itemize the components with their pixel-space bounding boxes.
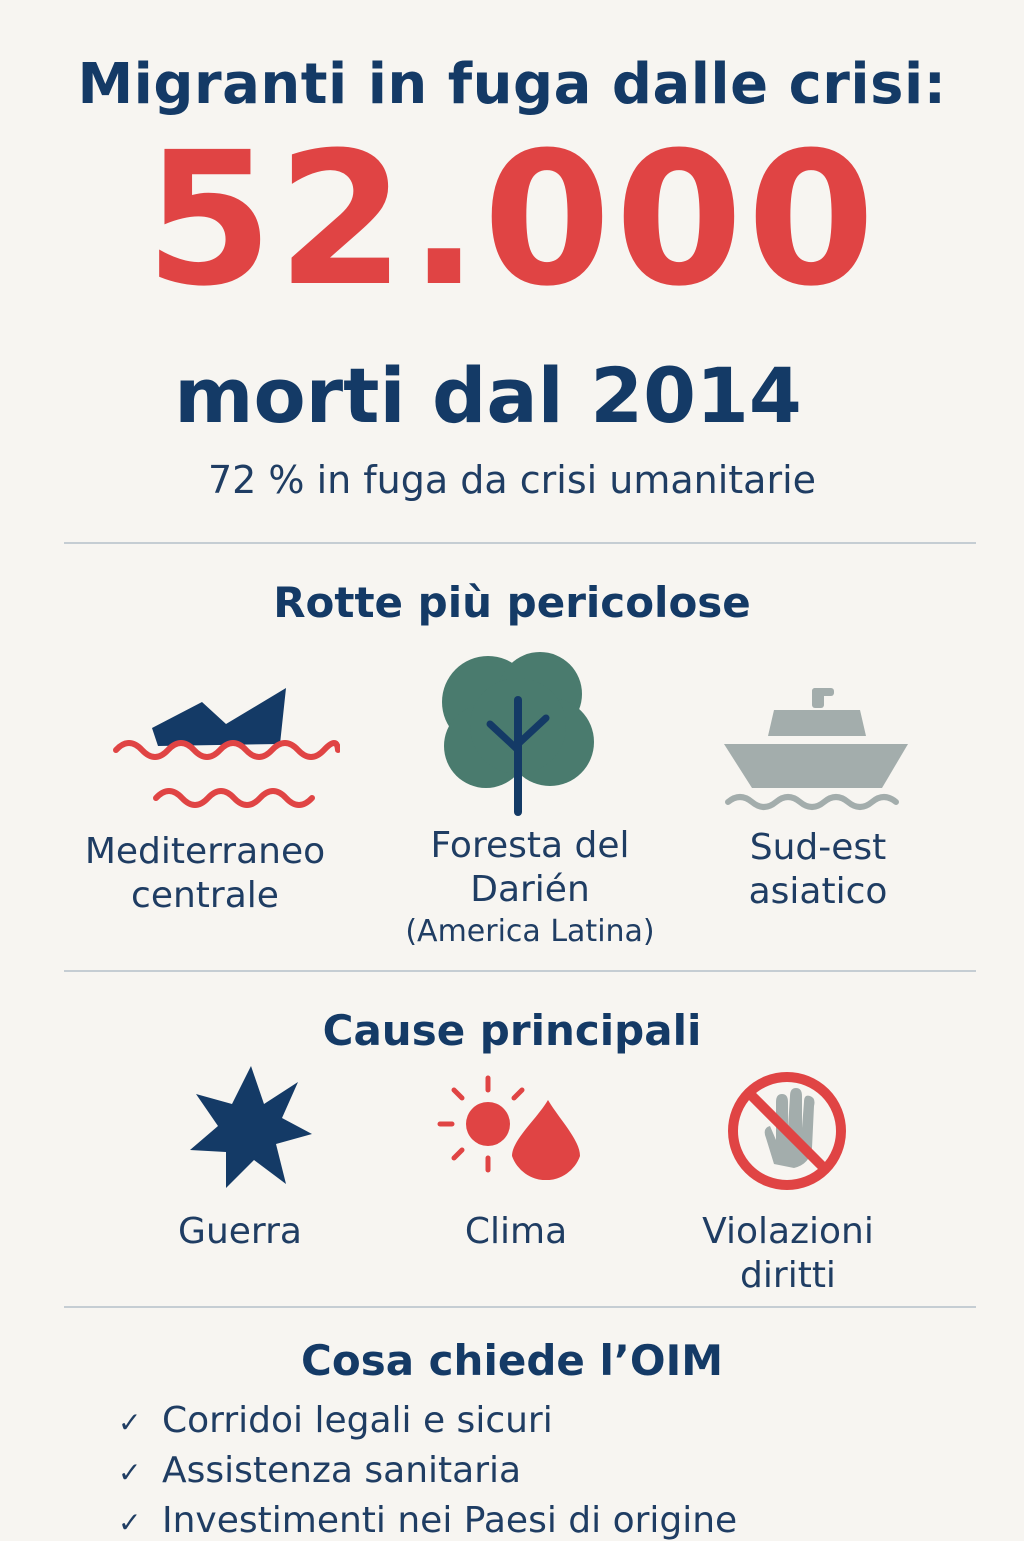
percent-line: 72 % in fuga da crisi umanitarie: [207, 458, 817, 502]
boat-icon: [722, 688, 912, 812]
list-item: ✓ Corridoi legali e sicuri: [118, 1400, 553, 1441]
page-title: Migranti in fuga dalle crisi:: [77, 52, 947, 117]
death-count: 52.000: [144, 113, 880, 327]
cause-label-war: Guerra: [178, 1211, 302, 1252]
route-label-mediterranean: Mediterraneo centrale: [84, 831, 326, 916]
no-hand-icon: [724, 1068, 850, 1194]
route-label-southeast-asia: Sud-est asiatico: [748, 827, 888, 912]
routes-title: Rotte più pericolose: [273, 578, 751, 627]
check-icon: ✓: [118, 1406, 142, 1439]
deaths-subtitle: morti dal 2014: [174, 351, 802, 440]
sun-drop-icon: [436, 1074, 588, 1180]
causes-title: Cause principali: [322, 1006, 702, 1055]
check-icon: ✓: [118, 1506, 142, 1539]
list-item: ✓ Investimenti nei Paesi di origine: [118, 1500, 738, 1541]
list-item: ✓ Assistenza sanitaria: [118, 1450, 522, 1491]
divider: [64, 970, 976, 972]
divider: [64, 542, 976, 544]
check-icon: ✓: [118, 1456, 142, 1489]
demands-title: Cosa chiede l’OIM: [301, 1336, 723, 1385]
cause-label-rights: Violazioni diritti: [702, 1211, 874, 1296]
route-label-darien: Foresta del Darién (America Latina): [405, 825, 655, 949]
cause-label-climate: Clima: [464, 1211, 568, 1252]
sinking-boat-waves-icon: [110, 684, 340, 814]
tree-icon: [440, 650, 600, 816]
explosion-icon: [188, 1064, 314, 1190]
divider: [64, 1306, 976, 1308]
